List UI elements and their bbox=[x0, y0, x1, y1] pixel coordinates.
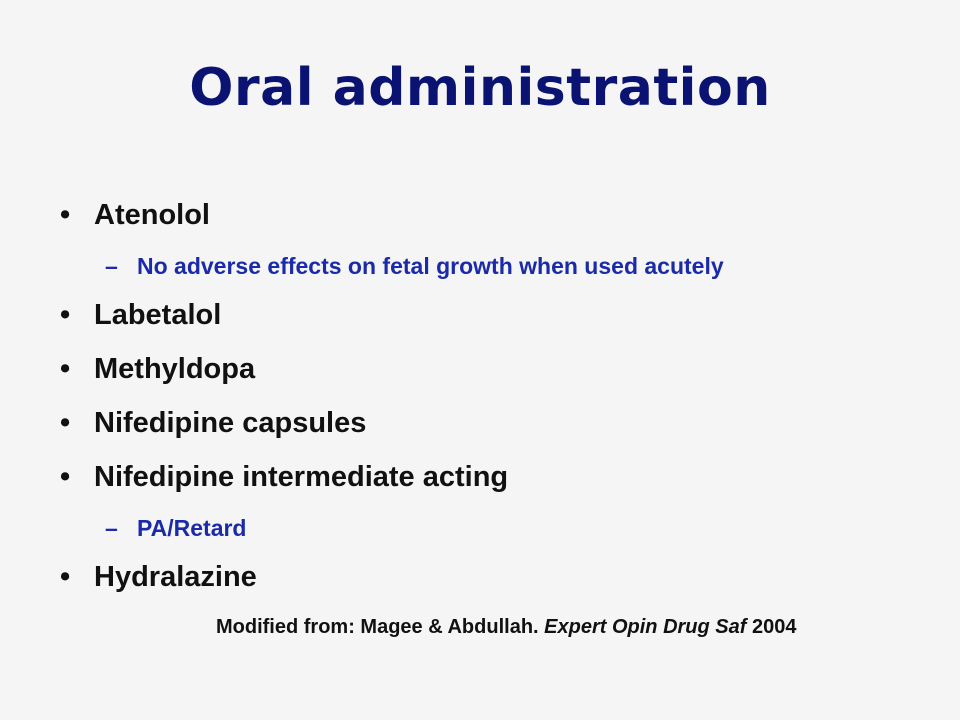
citation-year: 2004 bbox=[746, 616, 797, 638]
bullet-marker: • bbox=[60, 561, 71, 593]
bullet-marker: • bbox=[60, 299, 71, 331]
citation bbox=[216, 614, 796, 640]
bullet-item bbox=[60, 405, 366, 441]
bullet-label: Nifedipine intermediate acting bbox=[94, 461, 509, 493]
sub-bullet-marker: – bbox=[105, 253, 118, 279]
bullet-item bbox=[60, 197, 210, 233]
bullet-marker: • bbox=[60, 461, 71, 493]
bullet-label: Labetalol bbox=[94, 299, 222, 331]
bullet-label: Atenolol bbox=[94, 199, 210, 231]
bullet-marker: • bbox=[60, 199, 71, 231]
bullet-item bbox=[60, 351, 255, 387]
bullet-item bbox=[60, 297, 221, 333]
sub-bullet-label: PA/Retard bbox=[137, 515, 247, 541]
bullet-item bbox=[60, 459, 508, 495]
bullet-marker: • bbox=[60, 353, 71, 385]
citation-prefix: Modified from: Magee & Abdullah. bbox=[216, 616, 545, 638]
sub-bullet-marker: – bbox=[105, 515, 118, 541]
sub-bullet-label: No adverse effects on fetal growth when used acutely bbox=[137, 253, 724, 279]
sub-bullet-item bbox=[105, 513, 247, 543]
slide-title: Oral administration bbox=[189, 58, 771, 118]
sub-bullet-item bbox=[105, 251, 724, 281]
bullet-label: Hydralazine bbox=[94, 561, 257, 593]
bullet-label: Methyldopa bbox=[94, 353, 256, 385]
bullet-marker: • bbox=[60, 407, 71, 439]
bullet-label: Nifedipine capsules bbox=[94, 407, 367, 439]
citation-journal: Expert Opin Drug Saf bbox=[544, 616, 747, 638]
bullet-item bbox=[60, 559, 257, 595]
